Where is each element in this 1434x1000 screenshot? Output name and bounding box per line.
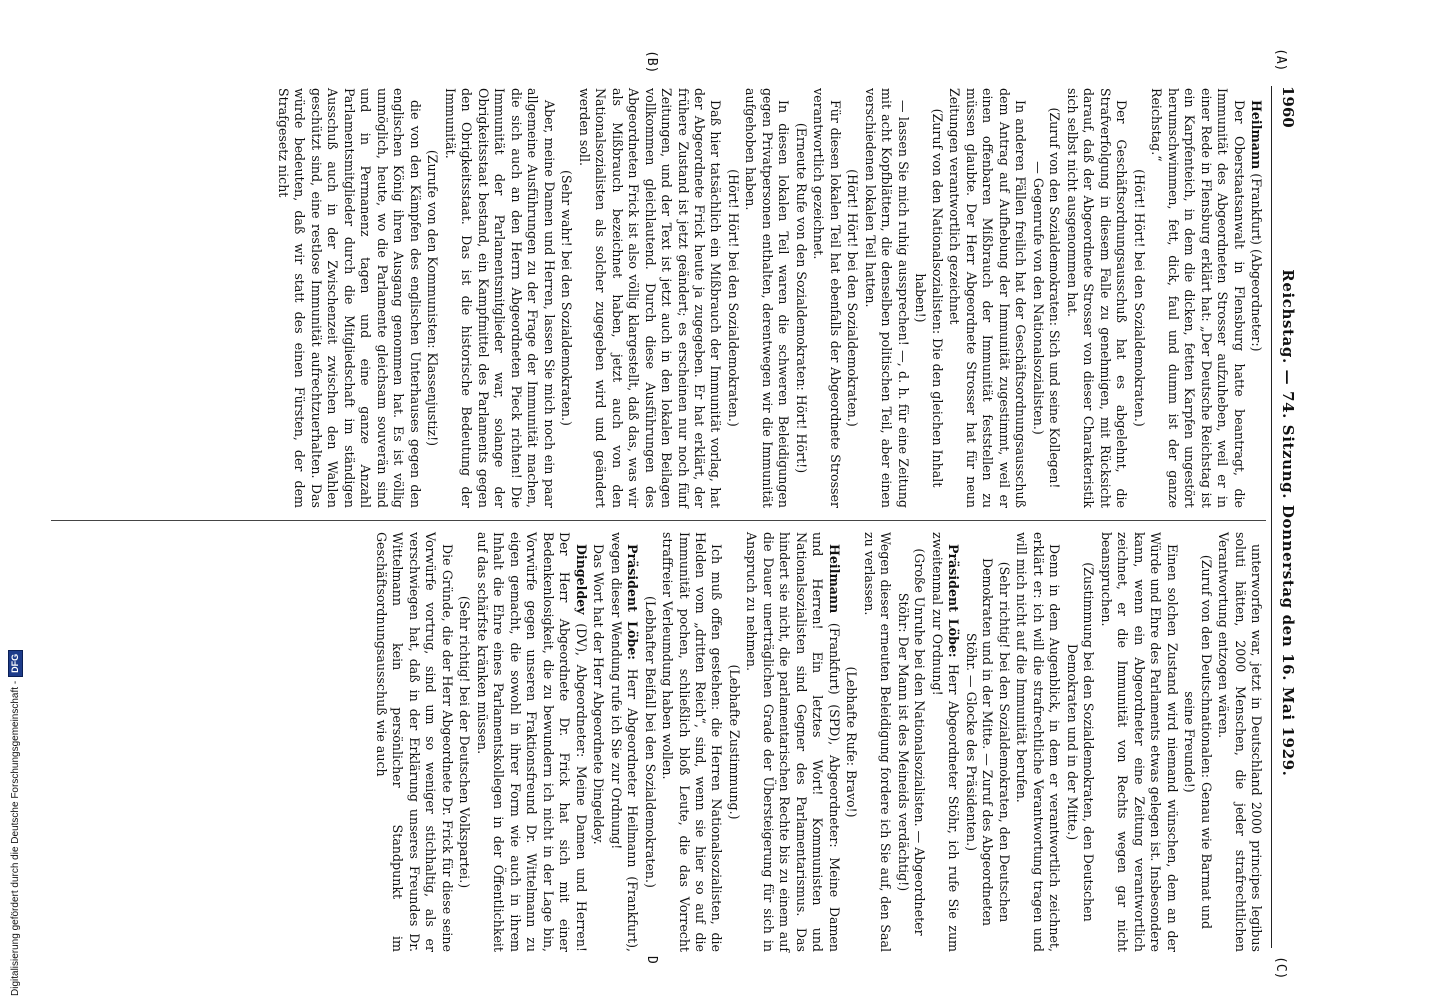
paragraph	[607, 532, 640, 952]
paragraph	[1013, 532, 1062, 952]
paragraph-text: (Erneute Rufe von den Sozialdemokraten: Hört! Hört!)	[793, 122, 809, 474]
paragraph	[372, 532, 454, 952]
paragraph-text: (Frankfurt) (SPD), Abgeordneter: Meine Damen und Herren! Ein letztes Wort! Kommunisten und Nationalsozialisten sind Gegner des Parlamentarismus. Das hindert sie nicht, die parlamentarischen Rechte bis zu einem auf die Dauer unerträglichen Grade der Übersteigerung für sich in Anspruch zu nehmen.	[744, 532, 842, 952]
header-rule	[1271, 86, 1272, 948]
paragraph-text: Herr Abgeordneter Heilmann (Frankfurt), wegen dieser Wendung rufe ich Sie zur Ordnung!	[608, 532, 641, 952]
digitization-credit	[8, 6, 30, 996]
paragraph-text: (Hört! Hört! bei den Sozialdemokraten.)	[845, 169, 861, 427]
paragraph-text: Aber, meine Damen und Herren, lassen Sie mich noch ein paar allgemeine Ausführungen zu der Frage der Immunität machen, die sich auch an den Herrn Abgeordneten Pieck richten! Die Immunität der Parlamentsmitglieder war, solange der Obrigkeitsstaat bestand, ein Kampfmittel des Parlaments gegen den Obrigkeitsstaat. Das ist die historische Bedeutung der Immunität.	[442, 88, 557, 508]
speaker-name: Dingeldey	[573, 544, 589, 615]
paragraph-text: (Zuruf von den Deutschnationalen: Genau wie Barmat und seine Freunde!)	[1182, 554, 1214, 930]
credit-text: Digitalisierung gefördert durch die Deutsche Forschungsgemeinschaft -	[10, 680, 21, 996]
paragraph-text: — lassen Sie mich ruhig aussprechen! —, d. h. für eine Zeitung mit acht Kopfblättern, die denselben politischen Teil, aber einen verschiedenen lokalen Teil hatten.	[862, 88, 911, 508]
paragraph-text: (Lebhafte Rufe: Bravo!)	[844, 666, 860, 818]
speaker-name: Heilmann	[826, 544, 842, 614]
interjection	[894, 532, 927, 952]
interjection	[844, 88, 860, 508]
paragraph	[590, 532, 606, 952]
paragraph-text: die von den Kämpfen des englischen Unterhauses gegen den englischen König ihren Ausgang genommen hat. Es ist völlig unmöglich, heute, wo die Parlamente gleichsam souverän sind und in Permanenz tagen und eine ganze Anzahl Parlamentsmitglieder durch die Mitgliedschaft im ständigen Ausschuß auch in der Zwischenzeit zwischen den Wahlen geschützt sind, eine restlose Immunität aufrechtzuerhalten. Das würde bedeuten, daß wir statt des einen Fürsten, der dem Strafgesetz nicht	[275, 88, 423, 508]
interjection	[962, 532, 1011, 952]
paragraph-text: (Zurufe von den Kommunisten: Klassenjustiz!)	[425, 149, 441, 447]
column-divider	[51, 520, 1266, 521]
paragraph-text: (Lebhafter Beifall bei den Sozialdemokraten.)	[642, 596, 658, 888]
interjection	[1130, 88, 1146, 508]
paragraph	[743, 532, 842, 952]
margin-mark-a: (A)	[1273, 48, 1288, 72]
interjection	[725, 88, 741, 508]
paragraph-text: (DV), Abgeordneter: Meine Damen und Herren! Der Herr Abgeordnete Dr. Frick hat sich mit einer Bedenkenlosigkeit, die zu bewundern ich nicht in der Lage bin, Vorwürfe gegen unseren Fraktionsfreund Dr. Wittelmann zu eigen gemacht, die sowohl in ihrer Form wie auch in ihrem Inhalt die Ehre eines Parlamentskollegen in der Öffentlichkeit auf das schärfste kränken müssen.	[474, 532, 589, 952]
paragraph	[441, 88, 556, 508]
paragraph-text: Wegen dieser erneuten Beleidigung fordere ich Sie auf, den Saal zu verlassen.	[861, 532, 894, 952]
interjection	[1181, 532, 1214, 952]
paragraph	[928, 532, 961, 952]
paragraph-text: In anderen Fällen freilich hat der Geschäftsordnungsausschuß dem Antrag auf Aufhebung der Immunität zugestimmt, weil er einen offenbaren Mißbrauch der Immunität feststellen zu müssen glaubte. Der Herr Abgeordnete Strosser hat für neun Zeitungen verantwortlich gezeichnet	[947, 88, 1029, 508]
paragraph-text: Daß hier tatsächlich ein Mißbrauch der Immunität vorlag, hat der Abgeordnete Frick heute ja zugegeben. Er hat erklärt, der frühere Zustand ist jetzt geändert; es erscheinen nur noch fünf Zeitungen, und der Text ist jetzt auch in den lokalen Beilagen vollkommen gleichlautend. Durch diese Ausführungen des Abgeordneten Frick ist also völlig klargestellt, daß das, was wir als Mißbrauch bezeichnet haben, jetzt auch von den Nationalsozialisten als solcher zugegeben wird und geändert werden soll.	[576, 88, 724, 508]
paragraph-text: Herr Abgeordneter Stöhr, ich rufe Sie zum zweitenmal zur Ordnung!	[929, 532, 962, 952]
paragraph	[810, 88, 843, 508]
page-number: 1960	[1279, 86, 1297, 128]
paragraph	[659, 532, 725, 952]
paragraph	[473, 532, 588, 952]
interjection	[912, 88, 945, 508]
paragraph-text: Einen solchen Zustand wird niemand wünschen, dem an der Würde und Ehre des Parlaments etwas gelegen ist. Insbesondere kann, wenn ein Abgeordneter eine Zeitung verantwortlich zeichnet, er die Immunität von Rechts wegen gar nicht beanspruchen.	[1098, 532, 1180, 952]
speaker-name: Präsident Löbe:	[946, 544, 962, 658]
interjection	[1063, 532, 1096, 952]
paragraph-text: Ich muß offen gestehen: die Herren Nationalsozialisten, die Helden vom „dritten Reich“, sind, wenn sie hier so auf die Immunität pochen, schließlich bloß Leute, die das Vorrecht straffreier Verleumdung haben wollen.	[660, 532, 725, 952]
interjection	[424, 88, 440, 508]
paragraph-text: (Zuruf von den Nationalsozialisten: Die den gleichen Inhalt haben!)	[913, 108, 945, 488]
paragraph	[274, 88, 422, 508]
right-text-column	[372, 532, 1264, 952]
paragraph-text: Das Wort hat der Herr Abgeordnete Dingeldey.	[591, 544, 607, 845]
paragraph-text: (Zuruf von den Sozialdemokraten: Sich und seine Kollegen! — Gegenrufe von den Nationalsozialisten.)	[1030, 107, 1063, 489]
margin-mark-c: (C)	[1273, 956, 1288, 980]
paragraph	[1063, 88, 1129, 508]
paragraph	[1248, 88, 1264, 508]
paragraph-text: unterworfen war, jetzt in Deutschland 2000 principes legibus soluti hätten, 2000 Menschen, die jeder strafrechtlichen Verantwortung entzogen wären.	[1216, 532, 1264, 952]
paragraph-text: (Hört! Hört! bei den Sozialdemokraten.)	[1131, 169, 1147, 427]
dfg-logo: DFG	[8, 650, 23, 677]
interjection	[641, 532, 657, 952]
page-header	[1274, 86, 1302, 948]
paragraph-text: (Frankfurt) (Abgeordneter:)	[1249, 169, 1264, 352]
interjection	[456, 532, 472, 952]
interjection	[843, 532, 859, 952]
paragraph-text: Der Oberstaatsanwalt in Flensburg hatte beantragt, die Immunität des Abgeordneten Strosser aufzuheben, weil er in einer Rede in Flensburg erklärt hat: „Der Deutsche Reichstag ist ein Karpfenteich, in dem die dicken, fetten Karpfen ungestört herumschwimmen, fett, dick, faul und dumm ist der ganze Reichstag.“	[1149, 88, 1247, 508]
paragraph	[860, 532, 893, 952]
margin-mark-b: (B)	[644, 50, 659, 74]
left-text-column	[274, 88, 1264, 508]
paragraph-text: In diesen lokalen Teil waren die schweren Beleidigungen gegen Privatpersonen enthalten, derentwegen wir die Immunität aufgehoben haben.	[743, 88, 792, 508]
paragraph-text: (Hört! Hört! bei den Sozialdemokraten.)	[725, 169, 741, 427]
margin-mark-d: D	[644, 956, 659, 964]
paragraph-text: Der Geschäftsordnungsausschuß hat es abgelehnt, die Strafverfolgung in diesem Falle zu genehmigen, mit Rücksicht darauf, daß der Abgeordnete Strosser von dieser Charakteristik sich selbst nicht ausgenommen hat.	[1064, 88, 1130, 508]
paragraph	[861, 88, 910, 508]
speaker-name: Heilmann	[1249, 100, 1264, 170]
interjection	[558, 88, 574, 508]
paragraph-text: (Sehr richtig! bei den Sozialdemokraten, den Deutschen Demokraten und in der Mitte. — Zuruf des Abgeordneten Stöhr. — Glocke des Präsidenten.)	[963, 557, 1012, 927]
paragraph-text: (Zustimmung bei den Sozialdemokraten, den Deutschen Demokraten und in der Mitte.)	[1064, 562, 1097, 922]
paragraph-text: Die Gründe, die der Herr Abgeordnete Dr. Frick für diese seine Vorwürfe vortrug, sind um so weniger stichhaltig, als er verschwiegen hat, daß in der Erklärung unseres Freundes Dr. Wittelmann kein persönlicher Standpunkt im Geschäftsordnungsausschuß wie auch	[373, 532, 455, 952]
paragraph	[1215, 532, 1264, 952]
paragraph-text: Denn in dem Augenblick, in dem er verantwortlich zeichnet, erklärt er: ich will die strafrechtliche Verantwortung tragen und will mich nicht auf die Immunität berufen.	[1014, 532, 1063, 952]
interjection	[726, 532, 742, 952]
paragraph-text: (Sehr wahr! bei den Sozialdemokraten.)	[559, 170, 575, 426]
paragraph-text: (Sehr richtig! bei der Deutschen Volkspartei.)	[457, 595, 473, 889]
paragraph	[1097, 532, 1179, 952]
paragraph-text: (Große Unruhe bei den Nationalsozialisten. — Abgeordneter Stöhr: Der Mann ist des Meineids verdächtig!)	[895, 548, 928, 936]
paragraph-text: Für diesen lokalen Teil hat ebenfalls der Abgeordnete Strosser verantwortlich gezeichnet.	[811, 88, 843, 508]
speaker-name: Präsident Löbe:	[625, 544, 641, 660]
paragraph	[742, 88, 791, 508]
interjection	[792, 88, 808, 508]
paragraph	[946, 88, 1028, 508]
paragraph-text: (Lebhafte Zustimmung.)	[726, 664, 742, 820]
header-title: Reichstag. — 74. Sitzung. Donnerstag den 16. Mai 1929.	[1279, 269, 1297, 777]
paragraph	[1148, 88, 1247, 508]
paragraph	[575, 88, 723, 508]
interjection	[1029, 88, 1062, 508]
